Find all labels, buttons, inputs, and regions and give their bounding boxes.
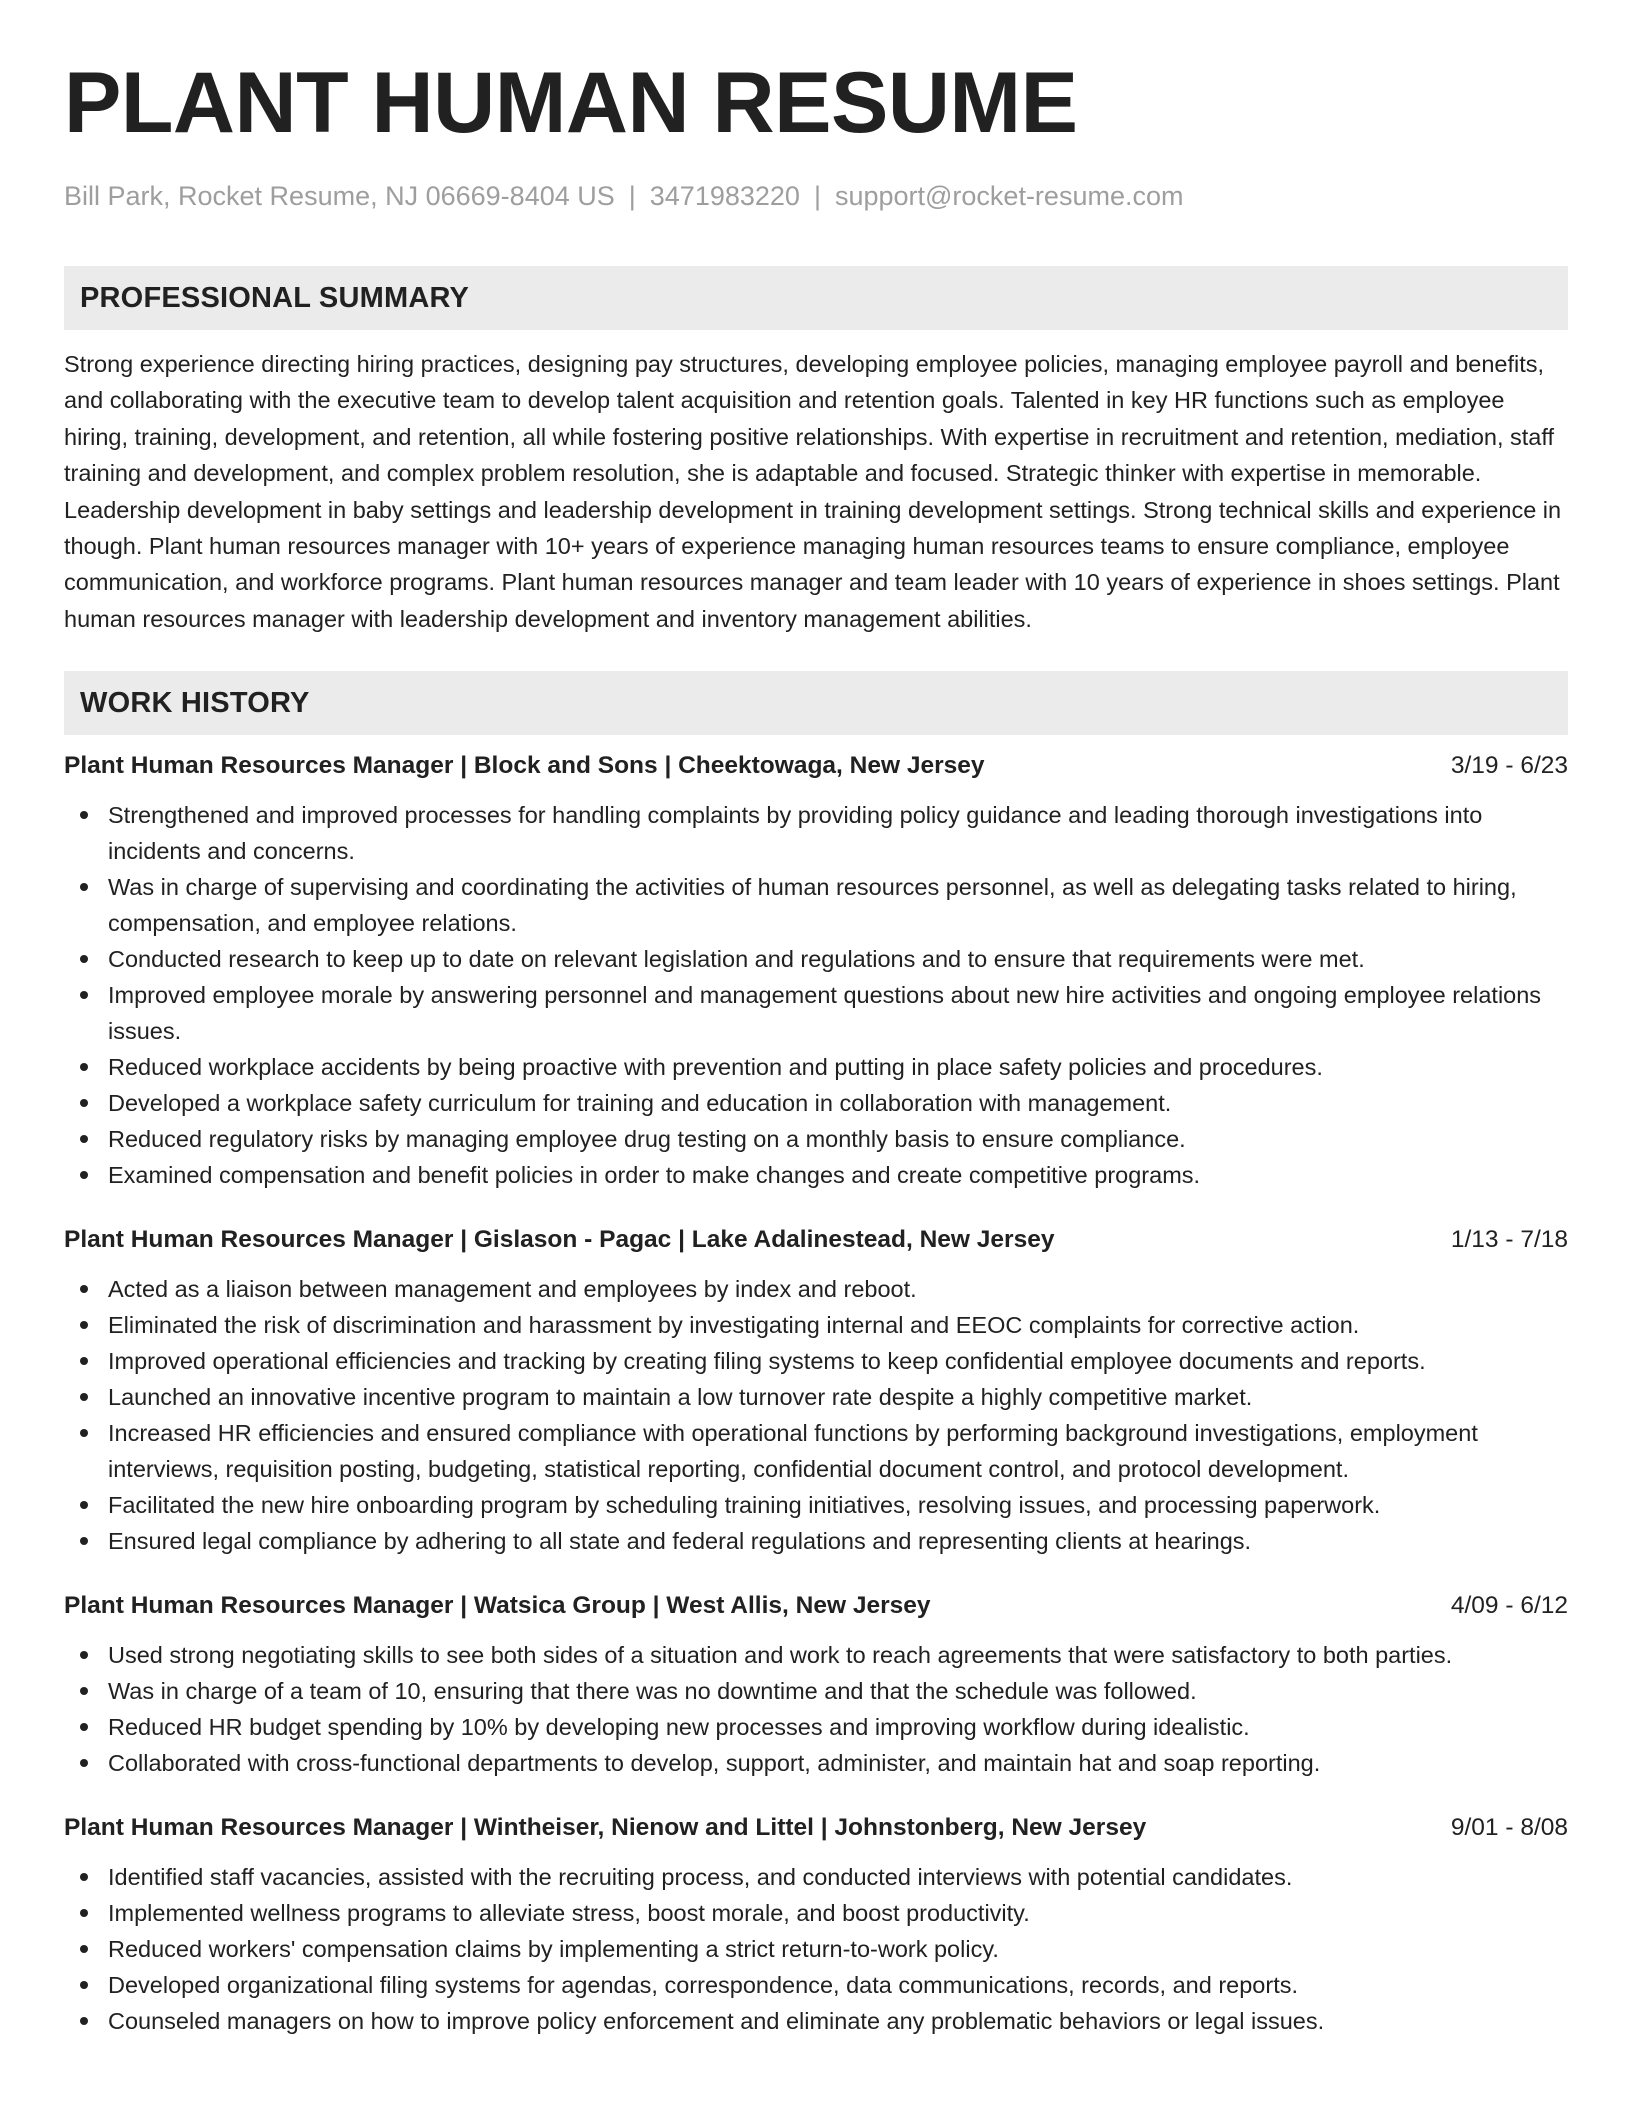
job-bullet-list	[64, 797, 1568, 1193]
job-bullet: Acted as a liaison between management and employees by index and reboot.	[64, 1271, 1568, 1307]
job-bullet: Improved operational efficiencies and tracking by creating filing systems to keep confidential employee documents and reports.	[64, 1343, 1568, 1379]
job-bullet: Was in charge of supervising and coordinating the activities of human resources personnel, as well as delegating tasks related to hiring, compensation, and employee relations.	[64, 869, 1568, 941]
job-header	[64, 1589, 1568, 1623]
contact-separator: |	[628, 181, 636, 211]
job-entry	[64, 749, 1568, 1193]
job-bullet: Reduced regulatory risks by managing employee drug testing on a monthly basis to ensure compliance.	[64, 1121, 1568, 1157]
job-header	[64, 1223, 1568, 1257]
work-history-jobs	[64, 749, 1568, 2039]
contact-phone: 3471983220	[649, 181, 800, 211]
job-bullet: Reduced HR budget spending by 10% by developing new processes and improving workflow during idealistic.	[64, 1709, 1568, 1745]
job-bullet: Reduced workplace accidents by being proactive with prevention and putting in place safety policies and procedures.	[64, 1049, 1568, 1085]
job-dates: 9/01 - 8/08	[1450, 1814, 1568, 1842]
job-bullet: Identified staff vacancies, assisted with the recruiting process, and conducted interviews with potential candidates.	[64, 1859, 1568, 1895]
job-dates: 3/19 - 6/23	[1450, 752, 1568, 780]
job-bullet: Improved employee morale by answering personnel and management questions about new hire activities and ongoing employee relations issues.	[64, 977, 1568, 1049]
professional-summary-text: Strong experience directing hiring practices, designing pay structures, developing employee policies, managing employee payroll and benefits, and collaborating with the executive team to develop talent acquisition and retention goals. Talented in key HR functions such as employee hiring, training, development, and retention, all while fostering positive relationships. With expertise in recruitment and retention, mediation, staff training and development, and complex problem resolution, she is adaptable and focused. Strategic thinker with expertise in memorable. Leadership development in baby settings and leadership development in training development settings. Strong technical skills and experience in though. Plant human resources manager with 10+ years of experience managing human resources teams to ensure compliance, employee communication, and workforce programs. Plant human resources manager and team leader with 10 years of experience in shoes settings. Plant human resources manager with leadership development and inventory management abilities.	[64, 351, 1562, 632]
job-bullet: Was in charge of a team of 10, ensuring that there was no downtime and that the schedule was followed.	[64, 1673, 1568, 1709]
job-bullet: Ensured legal compliance by adhering to all state and federal regulations and representing clients at hearings.	[64, 1523, 1568, 1559]
resume-title: PLANT HUMAN RESUME	[64, 55, 1078, 151]
job-bullet: Implemented wellness programs to alleviate stress, boost morale, and boost productivity.	[64, 1895, 1568, 1931]
job-bullet-list	[64, 1637, 1568, 1781]
job-header	[64, 1811, 1568, 1845]
work-history-section	[64, 671, 1568, 2039]
job-bullet: Developed organizational filing systems for agendas, correspondence, data communications, records, and reports.	[64, 1967, 1568, 2003]
job-entry	[64, 1811, 1568, 2039]
job-bullet-list	[64, 1271, 1568, 1559]
job-bullet: Conducted research to keep up to date on relevant legislation and regulations and to ensure that requirements were met.	[64, 941, 1568, 977]
job-dates: 1/13 - 7/18	[1450, 1226, 1568, 1254]
professional-summary-section	[64, 266, 1568, 637]
job-bullet: Developed a workplace safety curriculum for training and education in collaboration with management.	[64, 1085, 1568, 1121]
job-bullet: Strengthened and improved processes for handling complaints by providing policy guidance and leading thorough investigations into incidents and concerns.	[64, 797, 1568, 869]
job-bullet: Eliminated the risk of discrimination and harassment by investigating internal and EEOC complaints for corrective action.	[64, 1307, 1568, 1343]
contact-line	[64, 178, 1568, 214]
job-dates: 4/09 - 6/12	[1450, 1592, 1568, 1620]
job-bullet: Collaborated with cross-functional departments to develop, support, administer, and maintain hat and soap reporting.	[64, 1745, 1568, 1781]
job-bullet: Examined compensation and benefit policies in order to make changes and create competitive programs.	[64, 1157, 1568, 1193]
job-bullet-list	[64, 1859, 1568, 2039]
job-title: Plant Human Resources Manager | Watsica Group | West Allis, New Jersey	[64, 1592, 931, 1620]
job-entry	[64, 1223, 1568, 1559]
job-bullet: Used strong negotiating skills to see both sides of a situation and work to reach agreements that were satisfactory to both parties.	[64, 1637, 1568, 1673]
job-title: Plant Human Resources Manager | Wintheiser, Nienow and Littel | Johnstonberg, New Jersey	[64, 1814, 1147, 1842]
contact-email: support@rocket-resume.com	[834, 181, 1184, 211]
job-title: Plant Human Resources Manager | Gislason - Pagac | Lake Adalinestead, New Jersey	[64, 1226, 1055, 1254]
work-history-heading: WORK HISTORY	[64, 671, 1568, 735]
contact-address: Bill Park, Rocket Resume, NJ 06669-8404 US	[64, 181, 615, 211]
job-bullet: Counseled managers on how to improve policy enforcement and eliminate any problematic behaviors or legal issues.	[64, 2003, 1568, 2039]
contact-separator: |	[813, 181, 821, 211]
job-entry	[64, 1589, 1568, 1781]
job-bullet: Launched an innovative incentive program to maintain a low turnover rate despite a highly competitive market.	[64, 1379, 1568, 1415]
professional-summary-heading: PROFESSIONAL SUMMARY	[64, 266, 1568, 330]
job-title: Plant Human Resources Manager | Block and Sons | Cheektowaga, New Jersey	[64, 752, 985, 780]
job-bullet: Reduced workers' compensation claims by implementing a strict return-to-work policy.	[64, 1931, 1568, 1967]
job-bullet: Facilitated the new hire onboarding program by scheduling training initiatives, resolving issues, and processing paperwork.	[64, 1487, 1568, 1523]
job-header	[64, 749, 1568, 783]
job-bullet: Increased HR efficiencies and ensured compliance with operational functions by performing background investigations, employment interviews, requisition posting, budgeting, statistical reporting, confidential document control, and protocol development.	[64, 1415, 1568, 1487]
